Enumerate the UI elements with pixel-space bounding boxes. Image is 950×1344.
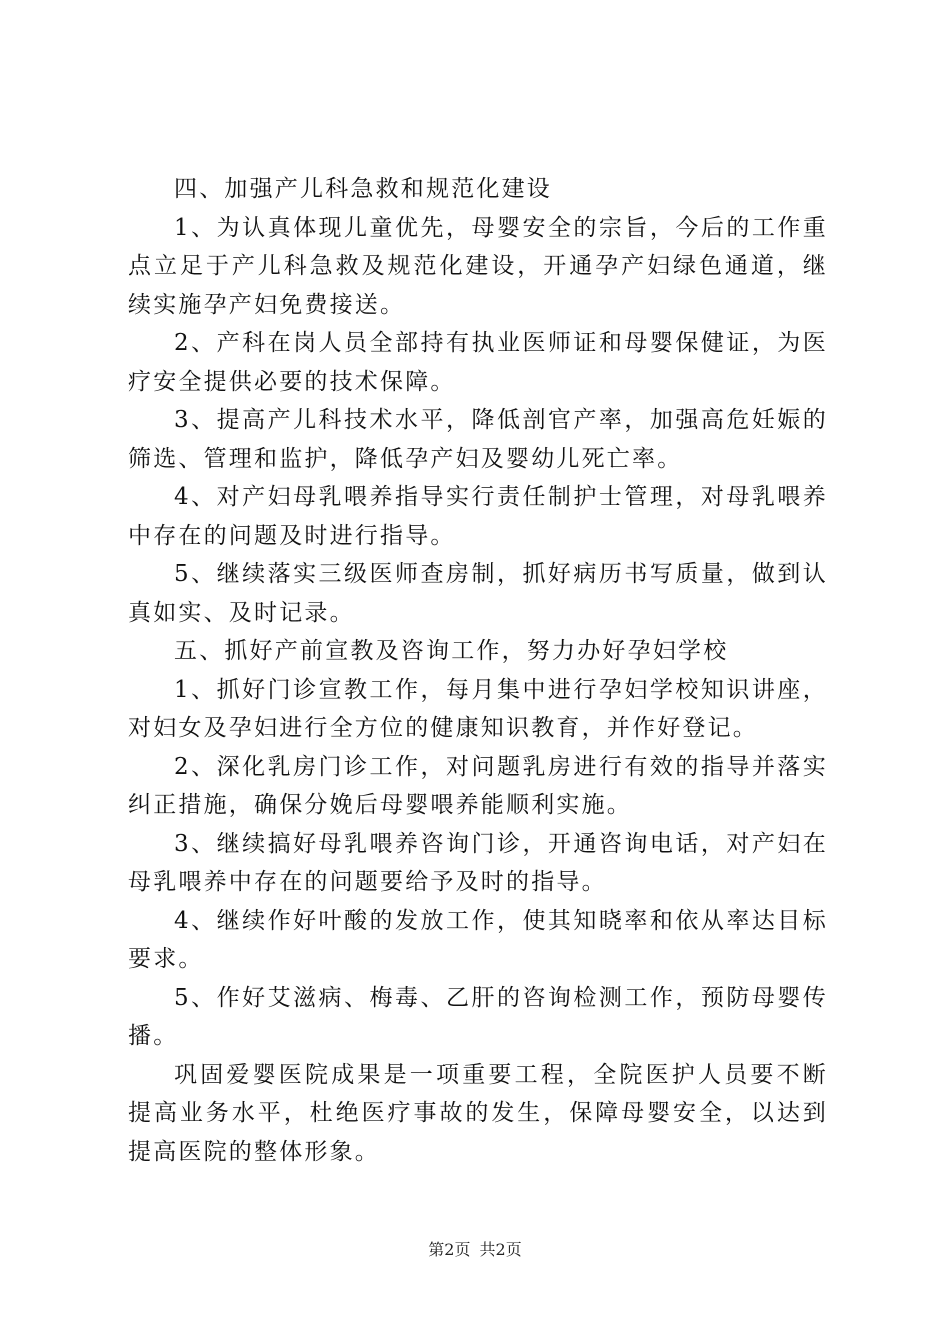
- page-number: 第2页: [428, 1240, 471, 1259]
- paragraph-item: 3、继续搞好母乳喂养咨询门诊，开通咨询电话，对产妇在母乳喂养中存在的问题要给予及时的指导。: [128, 830, 828, 895]
- paragraph-item: 4、对产妇母乳喂养指导实行责任制护士管理，对母乳喂养中存在的问题及时进行指导。: [128, 484, 828, 549]
- page-footer: [0, 1240, 950, 1260]
- paragraph-item: 1、为认真体现儿童优先，母婴安全的宗旨，今后的工作重点立足于产儿科急救及规范化建设，开通孕产妇绿色通道，继续实施孕产妇免费接送。: [128, 214, 828, 318]
- paragraph-item: 2、深化乳房门诊工作，对问题乳房进行有效的指导并落实纠正措施，确保分娩后母婴喂养能顺利实施。: [128, 753, 828, 818]
- paragraph-item: 3、提高产儿科技术水平，降低剖官产率，加强高危妊娠的筛选、管理和监护，降低孕产妇及婴幼儿死亡率。: [128, 407, 828, 472]
- paragraph-heading-4: 四、加强产儿科急救和规范化建设: [174, 176, 552, 202]
- paragraph-item: 1、抓好门诊宣教工作，每月集中进行孕妇学校知识讲座，对妇女及孕妇进行全方位的健康知识教育，并作好登记。: [128, 676, 828, 741]
- document-body: [128, 170, 828, 1171]
- paragraph-item: 5、作好艾滋病、梅毒、乙肝的咨询检测工作，预防母婴传播。: [128, 984, 828, 1049]
- paragraph-item: 5、继续落实三级医师查房制，抓好病历书写质量，做到认真如实、及时记录。: [128, 561, 828, 626]
- paragraph-item: 4、继续作好叶酸的发放工作，使其知晓率和依从率达目标要求。: [128, 907, 828, 972]
- paragraph-conclusion: 巩固爱婴医院成果是一项重要工程，全院医护人员要不断提高业务水平，杜绝医疗事故的发生，保障母婴安全，以达到提高医院的整体形象。: [128, 1061, 828, 1165]
- page-total: 共2页: [479, 1240, 522, 1259]
- paragraph-heading-5: 五、抓好产前宣教及咨询工作，努力办好孕妇学校: [174, 638, 729, 664]
- paragraph-item: 2、产科在岗人员全部持有执业医师证和母婴保健证，为医疗安全提供必要的技术保障。: [128, 330, 828, 395]
